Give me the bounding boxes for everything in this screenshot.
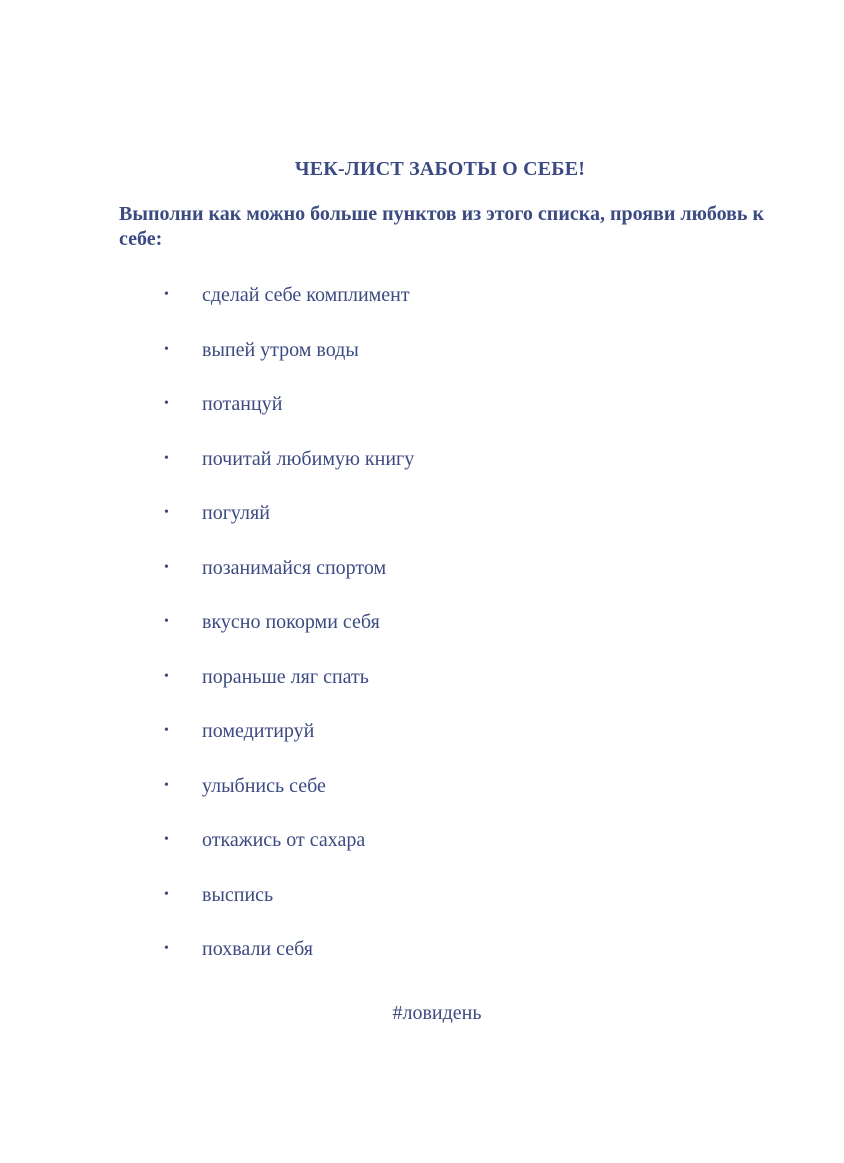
list-item-text: пораньше ляг спать (202, 665, 369, 688)
bullet-icon: • (164, 341, 169, 357)
list-item-text: сделай себе комплимент (202, 284, 410, 306)
bullet-icon: • (164, 777, 169, 793)
list-item-text: потанцуй (202, 393, 283, 415)
list-item-text: откажись от сахара (202, 829, 366, 851)
list-item-text: погуляй (202, 502, 270, 524)
list-item-text: вкусно покорми себя (202, 611, 380, 633)
bullet-icon: • (164, 559, 169, 575)
bullet-icon: • (164, 668, 169, 684)
list-item-text: выпей утром воды (202, 338, 359, 361)
bullet-icon: • (164, 614, 169, 629)
list-item-text: похвали себя (202, 938, 313, 960)
bullet-icon: • (164, 832, 169, 847)
bullet-icon: • (164, 505, 169, 520)
list-item-text: позанимайся спортом (202, 556, 387, 579)
bullet-icon: • (164, 886, 169, 902)
page-title: ЧЕК-ЛИСТ ЗАБОТЫ О СЕБЕ! (294, 158, 586, 180)
bullet-icon: • (164, 396, 169, 411)
list-item-text: улыбнись себе (202, 774, 326, 797)
bullet-icon: • (164, 941, 169, 956)
intro-text: Выполни как можно больше пунктов из этого списка, прояви любовь к себе: (119, 203, 764, 250)
bullet-icon: • (164, 450, 169, 466)
list-item-text: помедитируй (202, 720, 315, 742)
hashtag: #ловидень (392, 1002, 482, 1024)
bullet-icon: • (164, 723, 169, 738)
list-item-text: выспись (202, 883, 274, 906)
list-item-text: почитай любимую книгу (202, 447, 415, 470)
bullet-icon: • (164, 287, 169, 302)
